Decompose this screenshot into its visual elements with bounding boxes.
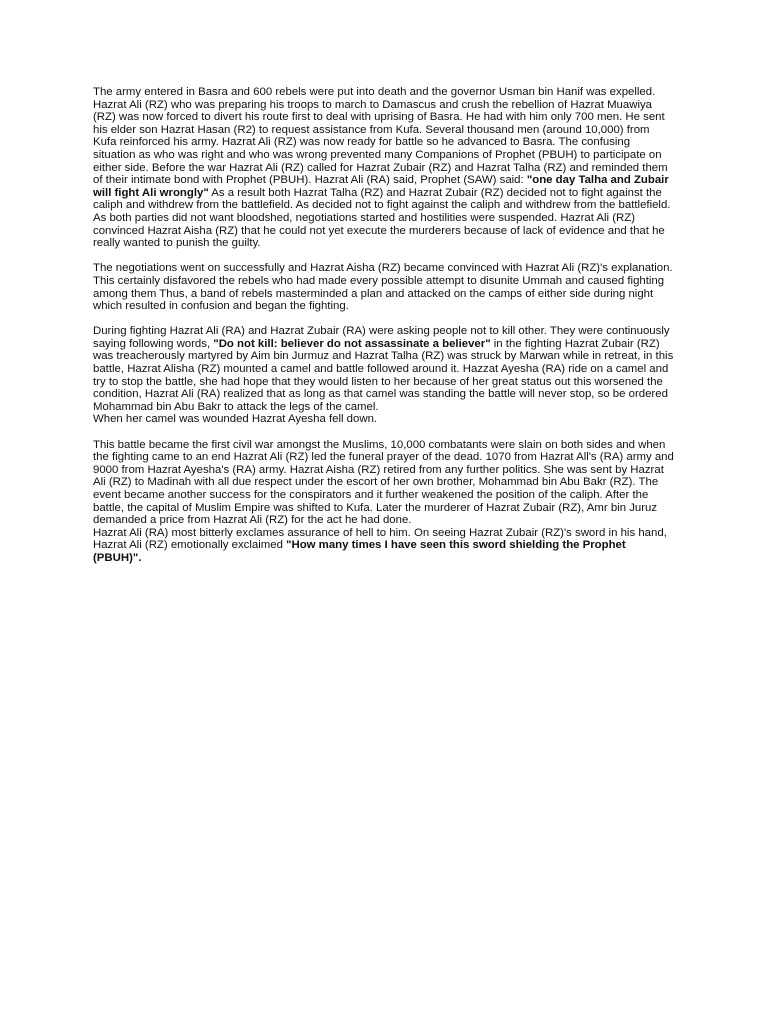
paragraph-camel-wounded: When her camel was wounded Hazrat Ayesha fell down. (93, 413, 378, 426)
paragraph-basra-battle (93, 86, 675, 250)
bold-quote-sword: "How many times I have seen this sword shielding the Prophet (PBUH)". (93, 539, 626, 564)
paragraph-spacer (93, 250, 675, 263)
paragraph-civil-war: This battle became the first civil war amongst the Muslims, 10,000 combatants were slain on both sides and when the fighting came to an end Hazrat Ali (RZ) led the funeral prayer of the dead. 1070 from Hazrat All's (RA) army and 9000 from Hazrat Ayesha's (RA) army. Hazrat Aisha (RZ) retired from any further politics. She was sent by Hazrat Ali (RZ) to Madinah with all due respect under the escort of her own brother, Mohammad bin Abu Bakr (RZ). The event became another success for the conspirators and it further weakened the position of the caliph. After the battle, the capital of Muslim Empire was shifted to Kufa. Later the murderer of Hazrat Zubair (RZ), Amr bin Juruz demanded a price from Hazrat Ali (RZ) for the act he had done. (93, 438, 674, 527)
text-run: On seeing Hazrat Zubair (RZ)'s sword in his hand, Hazrat Ali (RZ) emotionally exclaimed (93, 526, 667, 552)
text-run: Hazrat Ali (RA) most bitterly exclames assurance of hell to him. (93, 526, 411, 539)
paragraph-fighting (93, 325, 675, 413)
document-page (93, 86, 675, 565)
bold-quote-prophecy: "one day Talha and Zubair will fight Ali wrongly" (93, 174, 669, 199)
text-run: As a result both Hazrat Talha (RZ) and Hazrat Zubair (RZ) decided not to fight against the caliph and withdrew from the battlefield. As decided not to fight against the caliph and withdrew from the battlefield. As both parties did not want bloodshed, negotiations started and hostilities were suspended. Hazrat Ali (RZ) convinced Hazrat Aisha (RZ) that he could not yet execute the murderers because of lack of evidence and that he really wanted to punish the guilty. (93, 186, 671, 250)
text-run: in the fighting Hazrat Zubair (RZ) was treacherously martyred by Aim bin Jurmuz and Hazrat Talha (RZ) was struck by Marwan while in retreat, in this battle, Hazrat Alisha (RZ) mounted a camel and battle followed around it. Hazzat Ayesha (RA) ride on a camel and try to stop the battle, she had hope that they would listen to her because of her great status out this worsened the condition, Hazrat Ali (RA) realized that as long as that camel was standing the battle will never stop, so be ordered Mohammad bin Abu Bakr to attack the legs of the camel. (93, 337, 674, 413)
paragraph-assurance-of-hell (93, 527, 675, 565)
paragraph-spacer (93, 426, 675, 439)
text-run: During fighting Hazrat Ali (RA) and Hazrat Zubair (RA) were asking people not to kill other. They were continuously saying following words, (93, 325, 670, 350)
text-run: The army entered in Basra and 600 rebels were put into death and the governor Usman bin Hanif was expelled. Hazrat Ali (RZ) who was preparing his troops to march to Damascus and crush the rebellion of Hazrat Muawiya (RZ) was now forced to divert his route first to deal with uprising of Basra. He had with him only 700 men. He sent his elder son Hazrat Hasan (R2) to request assistance from Kufa. Several thousand men (around 10,000) from Kufa reinforced his army. Hazrat Ali (RZ) was now ready for battle so he advanced to Basra. The confusing situation as who was right and who was wrong prevented many Companions of Prophet (PBUH) to participate on either side. Before the war Hazrat Ali (RZ) called for Hazrat Zubair (RZ) and Hazrat Talha (RZ) and reminded them of their intimate bond with Prophet (PBUH). Hazrat Ali (RA) said, Prophet (SAW) said: (93, 86, 668, 187)
paragraph-negotiations: The negotiations went on successfully and Hazrat Aisha (RZ) became convinced with Hazrat Ali (RZ)'s explanation. This certainly disfavored the rebels who had made every possible attempt to disunite Ummah and caused fighting among them Thus, a band of rebels masterminded a plan and attacked on the camps of either side during night which resulted in confusion and began the fighting. (93, 262, 673, 313)
paragraph-spacer (93, 313, 675, 326)
bold-quote-do-not-kill: "Do not kill: believer do not assassinate a believer" (213, 337, 491, 350)
